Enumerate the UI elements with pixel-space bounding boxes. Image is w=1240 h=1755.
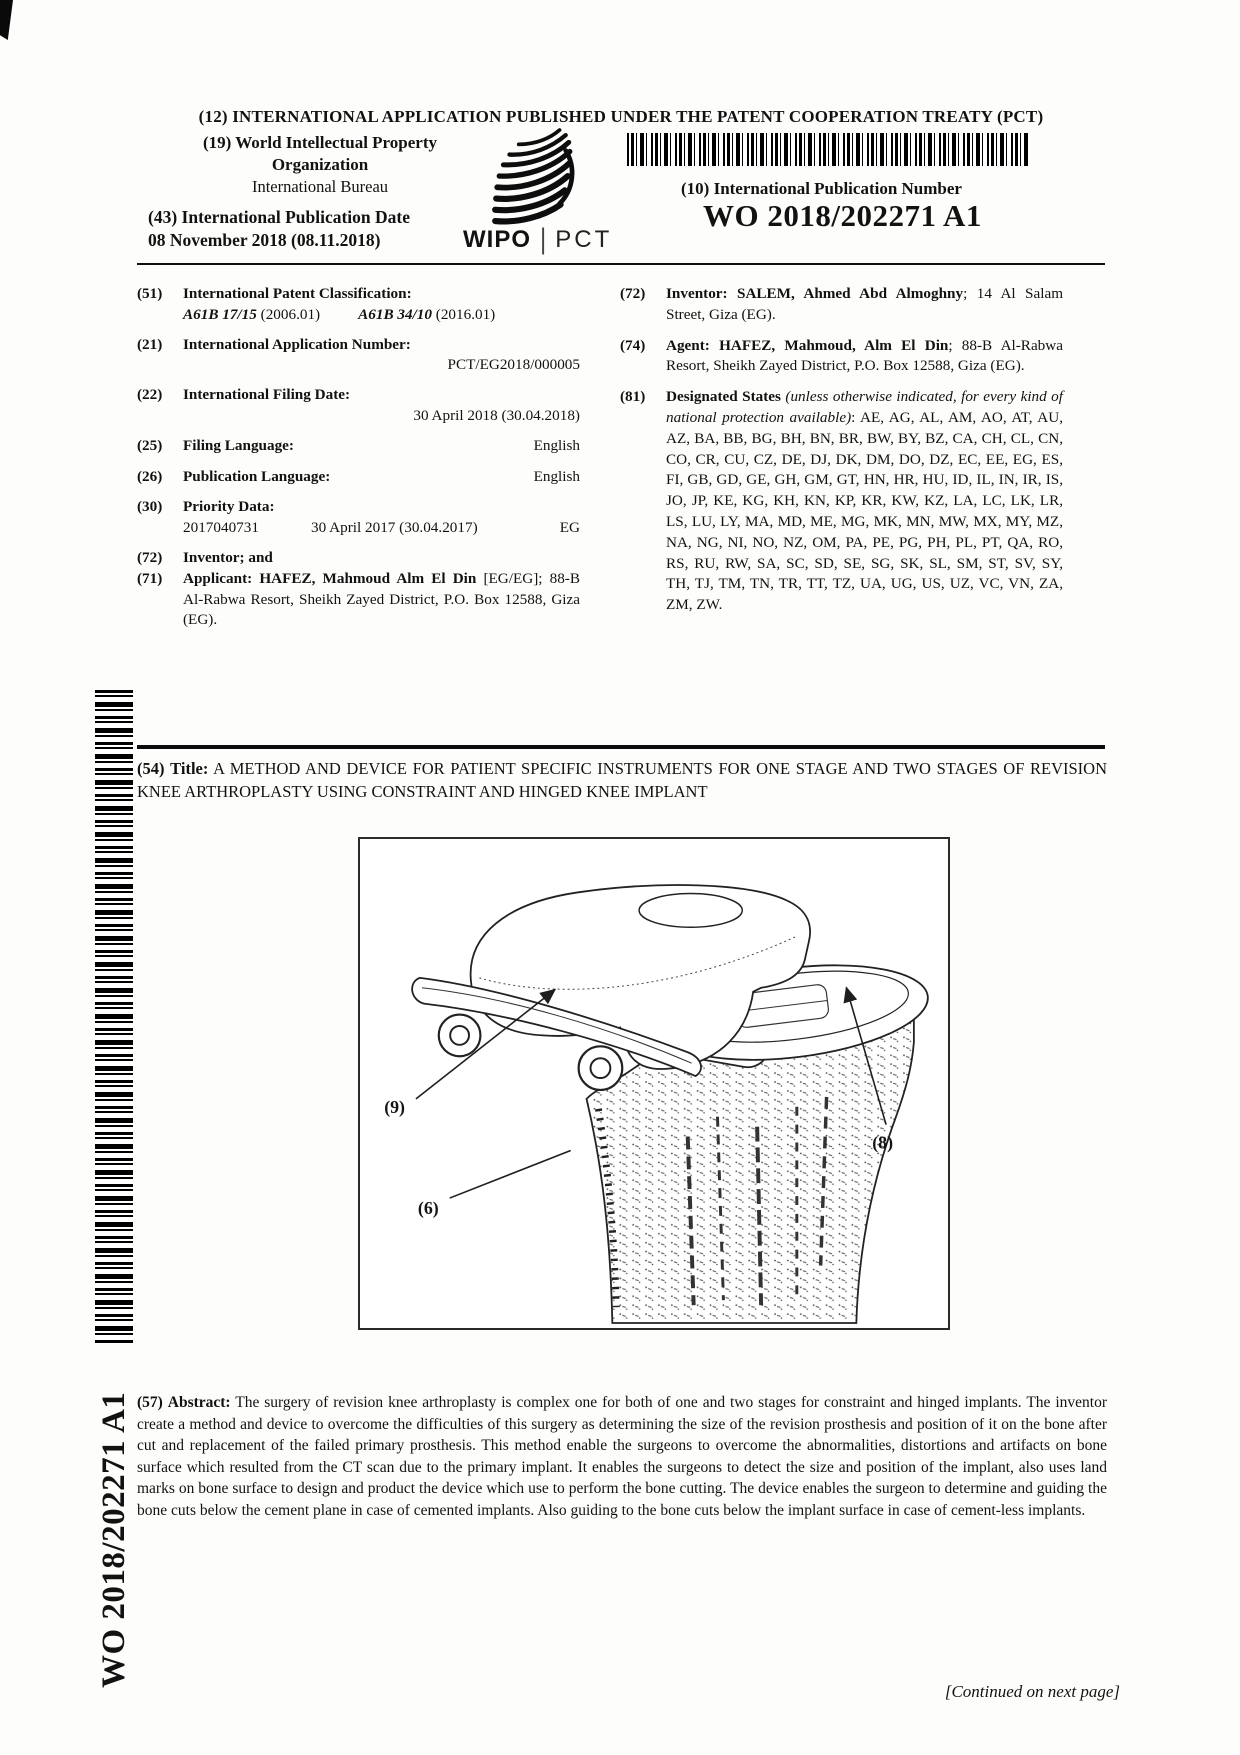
filing-language-value: English xyxy=(533,436,580,454)
publication-date-block xyxy=(148,206,508,252)
designated-states-list: : AE, AG, AL, AM, AO, AT, AU, AZ, BA, BB, BG, BH, BN, BR, BW, BY, BZ, CA, CH, CL, CN, CO, CR, CU, CZ, DE, DJ, DK, DM, DO, DZ, EC, EE, EG, ES, FI, GB, GD, GE, GH, GM, GT, HN, HR, HU, ID, IL, IN, IR, IS, JO, JP, KE, KG, KH, KN, KP, KR, KW, KZ, LA, LC, LK, LR, LS, LU, LY, MA, MD, ME, MG, MK, MN, MW, MX, MY, MZ, NA, NG, NI, NO, NZ, OM, PA, PE, PG, PH, PL, PT, QA, RO, RS, RU, RW, SA, SC, SD, SE, SG, SK, SL, SM, ST, SV, SY, TH, TJ, TM, TN, TR, TT, TZ, UA, UG, US, UZ, VC, VN, ZA, ZM, ZW. xyxy=(666,408,1063,614)
abstract-text: The surgery of revision knee arthroplasty is complex one for both of one and two stages for constraint and hinged implants. The inventor create a method and device to overcome the difficulties of this surgery as determining the size of the revision prosthesis and position of it on the bone after cut and replacement of the failed primary prosthesis. This method enable the surgeons to overcome the abnormalities, distortions and artifacts on bone surface which resulted from the CT scan due to the primary implant. It enables the surgeons to detect the size and position of the implant, also uses land marks on bone surface to design and product the device which use to perform the bone cutting. The device enables the surgeon to determine and guiding the bone cuts below the cement plane in case of cemented implants. Also guiding to the bone cuts below the implant surface in case of cement-less implants. xyxy=(137,1394,1107,1519)
ipc-field xyxy=(137,284,580,326)
field-code-51: (51) xyxy=(137,285,163,302)
field-code-30: (30) xyxy=(137,498,163,516)
filing-language-field xyxy=(137,436,580,457)
abstract-code: (57) xyxy=(137,1394,163,1411)
org-name-line1: (19) World Intellectual Property xyxy=(202,133,438,152)
filing-language-label: Filing Language: xyxy=(183,436,294,454)
applicant-field xyxy=(137,569,580,631)
priority-data-label: Priority Data: xyxy=(183,498,275,516)
title-label: Title: xyxy=(170,759,209,778)
figure-label-8: (8) xyxy=(872,1132,894,1153)
field-code-26: (26) xyxy=(137,467,163,485)
priority-data-field xyxy=(137,497,580,539)
inventor-and-field xyxy=(137,548,580,569)
application-number-value: PCT/EG2018/000005 xyxy=(447,356,580,374)
barcode-horizontal xyxy=(627,133,1029,166)
publication-date-label: (43) International Publication Date xyxy=(148,207,411,227)
abstract-label: Abstract: xyxy=(167,1394,231,1411)
field-code-21: (21) xyxy=(137,335,163,353)
inventor-label: Inventor: xyxy=(666,285,728,302)
designated-states-note: (unless otherwise indicated, for every kind of national protection available) xyxy=(666,388,1063,426)
treaty-header: (12) INTERNATIONAL APPLICATION PUBLISHED UNDER THE PATENT COOPERATION TREATY (PCT) xyxy=(198,107,1044,126)
abstract-section xyxy=(137,1392,1107,1522)
title-divider xyxy=(137,745,1105,749)
ipc-entry xyxy=(358,305,495,326)
filing-date-label: International Filing Date: xyxy=(183,386,351,404)
title-text: A METHOD AND DEVICE FOR PATIENT SPECIFIC INSTRUMENTS FOR ONE STAGE AND TWO STAGES OF REVISION KNEE ARTHROPLASTY USING CONSTRAINT AND HINGED KNEE IMPLANT xyxy=(137,759,1108,801)
agent-name: HAFEZ, Mahmoud, Alm El Din xyxy=(719,336,949,354)
header-divider xyxy=(137,263,1105,265)
agent-details: ; 88-B Al-Rabwa Resort, Sheikh Zayed District, P.O. Box 12588, Giza (EG). xyxy=(666,336,1063,375)
sidebar-publication-number-text: WO 2018/202271 A1 xyxy=(96,1391,132,1688)
agent-field xyxy=(620,336,1063,378)
org-name-line2: Organization xyxy=(271,155,369,174)
application-number-label: International Application Number: xyxy=(183,335,411,353)
publication-number-label: (10) International Publication Number xyxy=(681,179,962,198)
publication-number-value: WO 2018/202271 A1 xyxy=(703,198,982,233)
barcode-vertical xyxy=(95,690,133,1345)
wipo-org-block xyxy=(160,132,480,198)
filing-date-field xyxy=(137,385,580,427)
patent-figure xyxy=(358,837,950,1330)
ipc-version: (2016.01) xyxy=(435,305,496,323)
application-number-field xyxy=(137,335,580,377)
priority-number: 2017040731 xyxy=(183,519,259,537)
ipc-label: International Patent Classification: xyxy=(183,285,412,302)
publication-language-label: Publication Language: xyxy=(183,467,331,485)
filing-date-value: 30 April 2018 (30.04.2018) xyxy=(413,406,580,424)
agent-label: Agent: xyxy=(666,336,710,354)
field-code-71: (71) xyxy=(137,569,163,587)
biblio-right-column xyxy=(620,284,1063,626)
publication-language-field xyxy=(137,467,580,488)
sidebar-publication-number xyxy=(94,1362,140,1692)
title-code: (54) xyxy=(137,759,165,778)
inventor-and-label: Inventor; and xyxy=(183,548,273,566)
field-code-81: (81) xyxy=(620,388,646,406)
org-bureau: International Bureau xyxy=(251,177,389,196)
wipo-pct-wordmark xyxy=(463,223,613,256)
applicant-label: Applicant: xyxy=(183,569,253,587)
priority-date: 30 April 2017 (30.04.2017) xyxy=(311,519,478,537)
field-code-25: (25) xyxy=(137,436,163,454)
field-code-22: (22) xyxy=(137,386,163,404)
publication-date-value: 08 November 2018 (08.11.2018) xyxy=(148,230,381,250)
priority-country: EG xyxy=(559,519,580,537)
designated-states-field xyxy=(620,387,1063,616)
ipc-class: A61B 34/10 xyxy=(358,305,432,323)
field-code-72b: (72) xyxy=(620,285,646,302)
title-section xyxy=(137,757,1107,803)
leader-line-6 xyxy=(450,1150,571,1198)
scan-artifact xyxy=(0,0,13,40)
ipc-version: (2006.01) xyxy=(260,305,321,323)
field-code-72: (72) xyxy=(137,548,163,566)
publication-language-value: English xyxy=(533,467,580,485)
figure-label-9: (9) xyxy=(384,1096,406,1117)
wipo-logo-icon xyxy=(487,128,579,226)
applicant-details: [EG/EG]; 88-B Al-Rabwa Resort, Sheikh Zayed District, P.O. Box 12588, Giza (EG). xyxy=(183,569,580,629)
ipc-entry xyxy=(183,305,320,326)
field-code-74: (74) xyxy=(620,336,646,354)
designated-states-label: Designated States xyxy=(666,388,781,406)
continued-note: [Continued on next page] xyxy=(944,1682,1120,1701)
inventor-details: ; 14 Al Salam Street, Giza (EG). xyxy=(666,285,1064,323)
applicant-name: HAFEZ, Mahmoud Alm El Din xyxy=(259,569,477,587)
priority-data-row xyxy=(183,518,580,539)
inventor-field xyxy=(620,284,1063,326)
figure-label-6: (6) xyxy=(417,1197,439,1218)
wipo-text: WIPO xyxy=(463,226,531,253)
ipc-entries xyxy=(183,305,580,326)
wordmark-separator: | xyxy=(540,223,547,256)
biblio-left-column xyxy=(137,284,580,641)
inventor-name: SALEM, Ahmed Abd Almoghny xyxy=(737,285,964,302)
pct-text: PCT xyxy=(555,226,613,253)
ipc-class: A61B 17/15 xyxy=(183,305,257,323)
